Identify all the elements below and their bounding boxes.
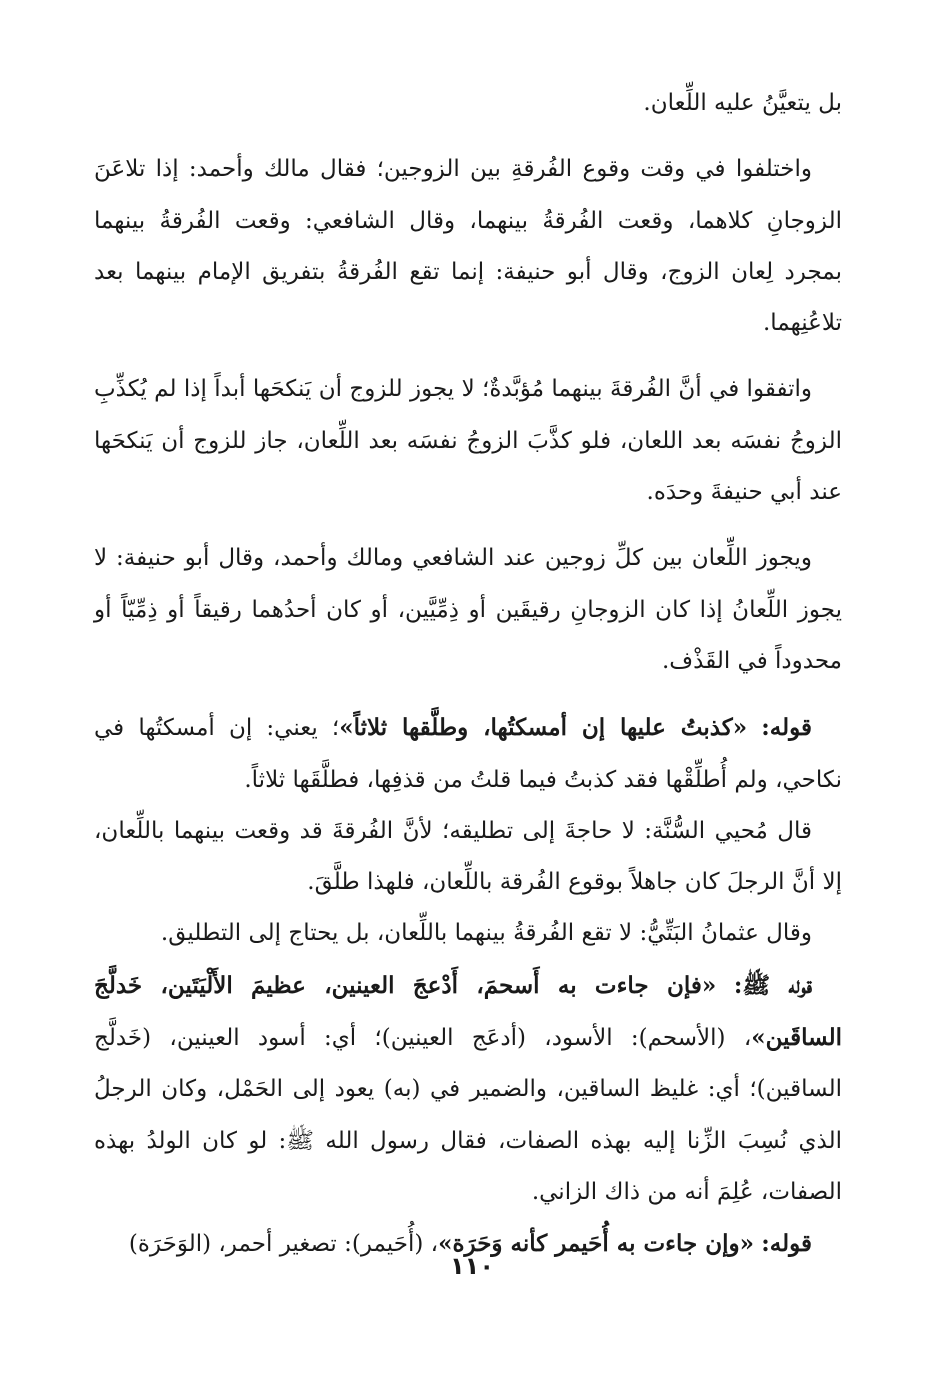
paragraph-3 — [94, 364, 842, 518]
page-number: ١١٠ — [450, 1252, 494, 1280]
paragraph-7-text: وقال عثمانُ البَتِّيُّ: لا تقع الفُرقةُ بينهما باللِّعان، بل يحتاج إلى التطليق. — [160, 920, 812, 947]
paragraph-8-label: قوله ﷺ: — [733, 971, 812, 999]
paragraph-6 — [94, 806, 842, 909]
paragraph-8 — [94, 960, 842, 1218]
paragraph-1 — [94, 78, 842, 129]
paragraph-9-label: قوله: — [761, 1230, 812, 1258]
body-text — [94, 78, 842, 1271]
paragraph-7 — [94, 908, 842, 959]
paragraph-8-text: ، (الأسحم): الأسود، (أدعَج العينين)؛ أي: أسود العينين، (خَدلَّج الساقين)؛ أي: غليظ الساقين، والضمير في (به) يعود إلى الحَمْل، وكان الرجلُ الذي نُسِبَ الزِّنا إليه بهذه الصفات، فقال رسول الله ﷺ: لو كان الولدُ بهذه الصفات، عُلِمَ أنه من ذاك الزاني. — [94, 1025, 842, 1205]
paragraph-5-quote: «كذبتُ عليها إن أمسكتُها، وطلَّقها ثلاثاً» — [339, 714, 748, 742]
paragraph-2 — [94, 144, 842, 349]
paragraph-5-text: ؛ يعني: إن أمسكتُها في نكاحي، ولم أُطلِّقْها فقد كذبتُ فيما قلتُ من قذفِها، فطلَّقَها ثلاثاً. — [94, 715, 842, 793]
paragraph-1-text: بل يتعيَّنُ عليه اللِّعان. — [643, 90, 842, 116]
paragraph-2-text: واختلفوا في وقت وقوع الفُرقةِ بين الزوجين؛ فقال مالك وأحمد: إذا تلاعَنَ الزوجانِ كلاهما، وقعت الفُرقةُ بينهما، وقال الشافعي: وقعت الفُرقةُ بينهما بمجرد لِعان الزوج، وقال أبو حنيفة: إنما تقع الفُرقةُ بتفريق الإمام بينهما بعد تلاعُنِهما. — [94, 156, 842, 337]
paragraph-9-quote: «وإن جاءت به أُحَيمر كأنه وَحَرَة» — [438, 1230, 754, 1258]
paragraph-4-text: ويجوز اللِّعان بين كلِّ زوجين عند الشافعي ومالك وأحمد، وقال أبو حنيفة: لا يجوز اللِّعانُ إذا كان الزوجانِ رقيقَين أو ذِمِّيَّين، أو كان أحدُهما رقيقاً أو ذِمِّيّاً أو محدوداً في القَذْف. — [94, 545, 842, 674]
paragraph-8-quote: «فإن جاءت به أَسحمَ، أَدْعجَ العينين، عظيمَ الأَلْيَتَين، خَدلَّجَ الساقَين» — [94, 971, 842, 1052]
paragraph-9-text: ، (أُحَيمر): تصغير أحمر، (الوَحَرَة) — [128, 1231, 439, 1258]
paragraph-3-text: واتفقوا في أنَّ الفُرقةَ بينهما مُؤبَّدةٌ؛ لا يجوز للزوج أن يَنكحَها أبداً إذا لم يُكذِّبِ الزوجُ نفسَه بعد اللعان، فلو كذَّبَ الزوجُ نفسَه بعد اللِّعان، جاز للزوج أن يَنكحَها عند أبي حنيفةَ وحدَه. — [94, 376, 842, 506]
paragraph-5 — [94, 702, 842, 806]
paragraph-6-text: قال مُحيي السُّنَّة: لا حاجةَ إلى تطليقه؛ لأنَّ الفُرقةَ قد وقعت بينهما باللِّعان، إلا أنَّ الرجلَ كان جاهلاً بوقوع الفُرقة باللِّعان، فلهذا طلَّقَ. — [94, 817, 842, 896]
paragraph-4 — [94, 533, 842, 687]
paragraph-5-label: قوله: — [761, 714, 813, 742]
